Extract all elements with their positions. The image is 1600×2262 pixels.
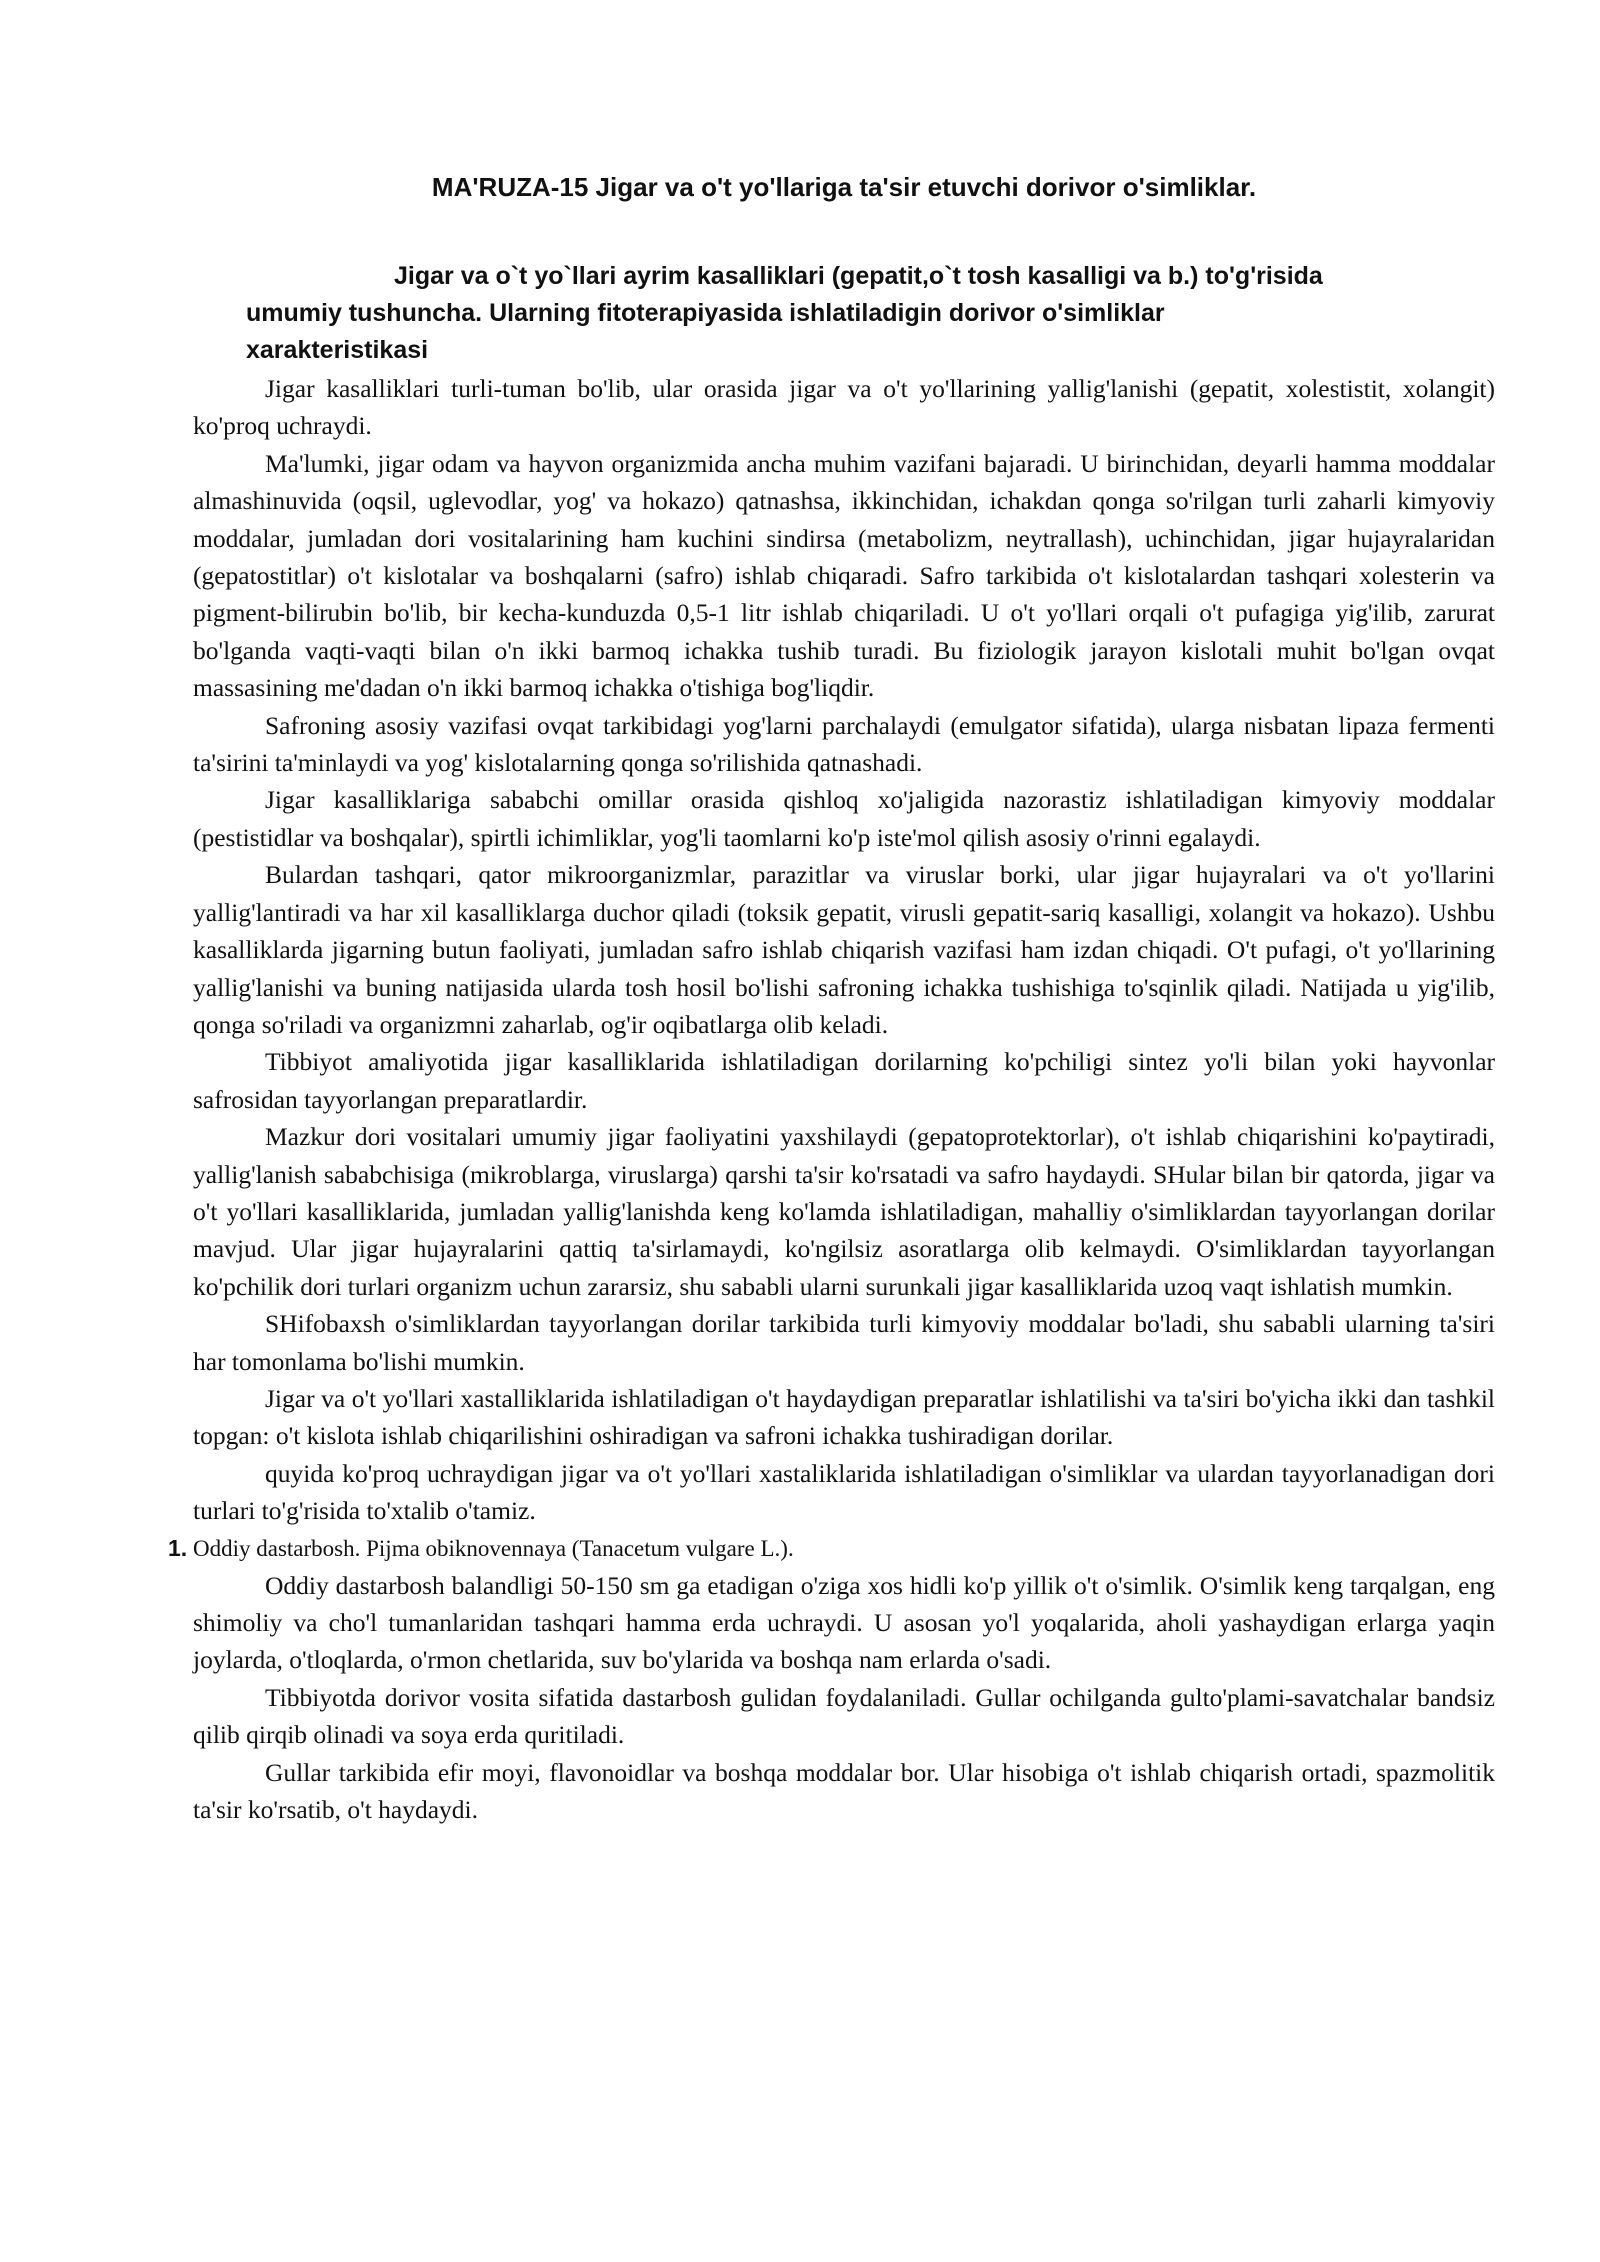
paragraph: Ma'lumki, jigar odam va hayvon organizmida ancha muhim vazifani bajaradi. U birinchidan, deyarli hamma moddalar almashinuvida (oqsil, uglevodlar, yog' va hokazo) qatnashsa, ikkinchidan, ichakdan qonga so'rilgan turli zaharli kimyoviy moddalar, jumladan dori vositalarining ham kuchini sindirsa (metabolizm, neytrallash), uchinchidan, jigar hujayralaridan (gepatostitlar) o't kislotalar va boshqalarni (safro) ishlab chiqaradi. Safro tarkibida o't kislotalardan tashqari xolesterin va pigment-bilirubin bo'lib, bir kecha-kunduzda 0,5-1 litr ishlab chiqariladi. U o't yo'llari orqali o't pufagiga yig'ilib, zarurat bo'lganda vaqti-vaqti bilan o'n ikki barmoq ichakka tushib turadi. Bu fiziologik jarayon kislotali muhit bo'lgan ovqat massasining me'dadan o'n ikki barmoq ichakka o'tishiga bog'liqdir.	[193, 448, 1495, 703]
section-heading	[246, 258, 1481, 369]
list-item	[168, 1530, 1495, 1567]
paragraph: Tibbiyotda dorivor vosita sifatida dastarbosh gulidan foydalaniladi. Gullar ochilganda gulto'plami-savatchalar bandsiz qilib qirqib olinadi va soya erda quritiladi.	[193, 1682, 1495, 1750]
paragraph: Jigar va o't yo'llari xastalliklarida ishlatiladigan o't haydaydigan preparatlar ishlatilishi va ta'siri bo'yicha ikki dan tashkil topgan: o't kislota ishlab chiqarilishini oshiradigan va safroni ichakka tushiradigan dorilar.	[193, 1383, 1495, 1451]
section-heading-line-1: Jigar va o`t yo`llari ayrim kasalliklari (gepatit,o`t tosh kasalligi va b.) to'g'risida	[394, 262, 1323, 290]
list-item-number: 1.	[168, 1534, 188, 1561]
paragraph: Mazkur dori vositalari umumiy jigar faoliyatini yaxshilaydi (gepatoprotektorlar), o't ishlab chiqarishini ko'paytiradi, yallig'lanish sababchisiga (mikroblarga, viruslarga) qarshi ta'sir ko'rsatadi va safro haydaydi. SHular bilan bir qatorda, jigar va o't yo'llari kasalliklarida, jumladan yallig'lanishda keng ko'lamda ishlatiladigan, mahalliy o'simliklardan tayyorlangan dorilar mavjud. Ular jigar hujayralarini qattiq ta'sirlamaydi, ko'ngilsiz asoratlarga olib kelmaydi. O'simliklardan tayyorlangan ko'pchilik dori turlari organizm uchun zararsiz, shu sababli ularni surunkali jigar kasalliklarida uzoq vaqt ishlatish mumkin.	[193, 1122, 1495, 1301]
document-body	[168, 370, 1495, 1828]
paragraph: Gullar tarkibida efir moyi, flavonoidlar va boshqa moddalar bor. Ular hisobiga o't ishlab chiqarish ortadi, spazmolitik ta'sir ko'rsatib, o't haydaydi.	[193, 1757, 1495, 1825]
document-page	[168, 0, 1495, 2262]
section-heading-line-2: umumiy tushuncha. Ularning fitoterapiyasida ishlatiladigin dorivor o'simliklar	[246, 299, 1165, 327]
paragraph: quyida ko'proq uchraydigan jigar va o't yo'llari xastaliklarida ishlatiladigan o'simliklar va ulardan tayyorlanadigan dori turlari to'g'risida to'xtalib o'tamiz.	[193, 1458, 1495, 1526]
page-title: MA'RUZA-15 Jigar va o't yo'llariga ta'sir etuvchi dorivor o'simliklar.	[431, 172, 1257, 202]
paragraph: Bulardan tashqari, qator mikroorganizmlar, parazitlar va viruslar borki, ular jigar hujayralari va o't yo'llarini yallig'lantiradi va har xil kasalliklarga duchor qiladi (toksik gepatit, virusli gepatit-sariq kasalligi, xolangit va hokazo). Ushbu kasalliklarda jigarning butun faoliyati, jumladan safro ishlab chiqarish vazifasi ham izdan chiqadi. O't pufagi, o't yo'llarining yallig'lanishi va buning natijasida ularda tosh hosil bo'lishi safroning ichakka tushishiga to'sqinlik qiladi. Natijada u yig'ilib, qonga so'riladi va organizmni zaharlab, og'ir oqibatlarga olib keladi.	[193, 860, 1495, 1039]
paragraph: Jigar kasalliklariga sababchi omillar orasida qishloq xo'jaligida nazorastiz ishlatiladigan kimyoviy moddalar (pestistidlar va boshqalar), spirtli ichimliklar, yog'li taomlarni ko'p iste'mol qilish asosiy o'rinni egalaydi.	[193, 785, 1495, 852]
paragraph: SHifobaxsh o'simliklardan tayyorlangan dorilar tarkibida turli kimyoviy moddalar bo'ladi, shu sababli ularning ta'siri har tomonlama bo'lishi mumkin.	[193, 1309, 1495, 1376]
paragraph: Jigar kasalliklari turli-tuman bo'lib, ular orasida jigar va o't yo'llarining yallig'lanishi (gepatit, xolestistit, xolangit) ko'proq uchraydi.	[193, 374, 1495, 441]
list-item-text: Oddiy dastarbosh. Pijma obiknovennaya (Tanacetum vulgare L.).	[193, 1535, 794, 1561]
paragraph: Oddiy dastarbosh balandligi 50-150 sm ga etadigan o'ziga xos hidli ko'p yillik o't o'simlik. O'simlik keng tarqalgan, eng shimoliy va cho'l tumanlaridan tashqari hamma erda uchraydi. U asosan yo'l yoqalarida, aholi yashaydigan erlarga yaqin joylarda, o'tloqlarda, o'rmon chetlarida, suv bo'ylarida va boshqa nam erlarda o'sadi.	[193, 1570, 1495, 1675]
section-heading-line-3: xarakteristikasi	[246, 336, 429, 364]
paragraph: Tibbiyot amaliyotida jigar kasalliklarida ishlatiladigan dorilarning ko'pchiligi sintez yo'li bilan yoki hayvonlar safrosidan tayyorlangan preparatlardir.	[193, 1047, 1495, 1114]
paragraph: Safroning asosiy vazifasi ovqat tarkibidagi yog'larni parchalaydi (emulgator sifatida), ularga nisbatan lipaza fermenti ta'sirini ta'minlaydi va yog' kislotalarning qonga so'rilishida qatnashadi.	[193, 710, 1495, 778]
